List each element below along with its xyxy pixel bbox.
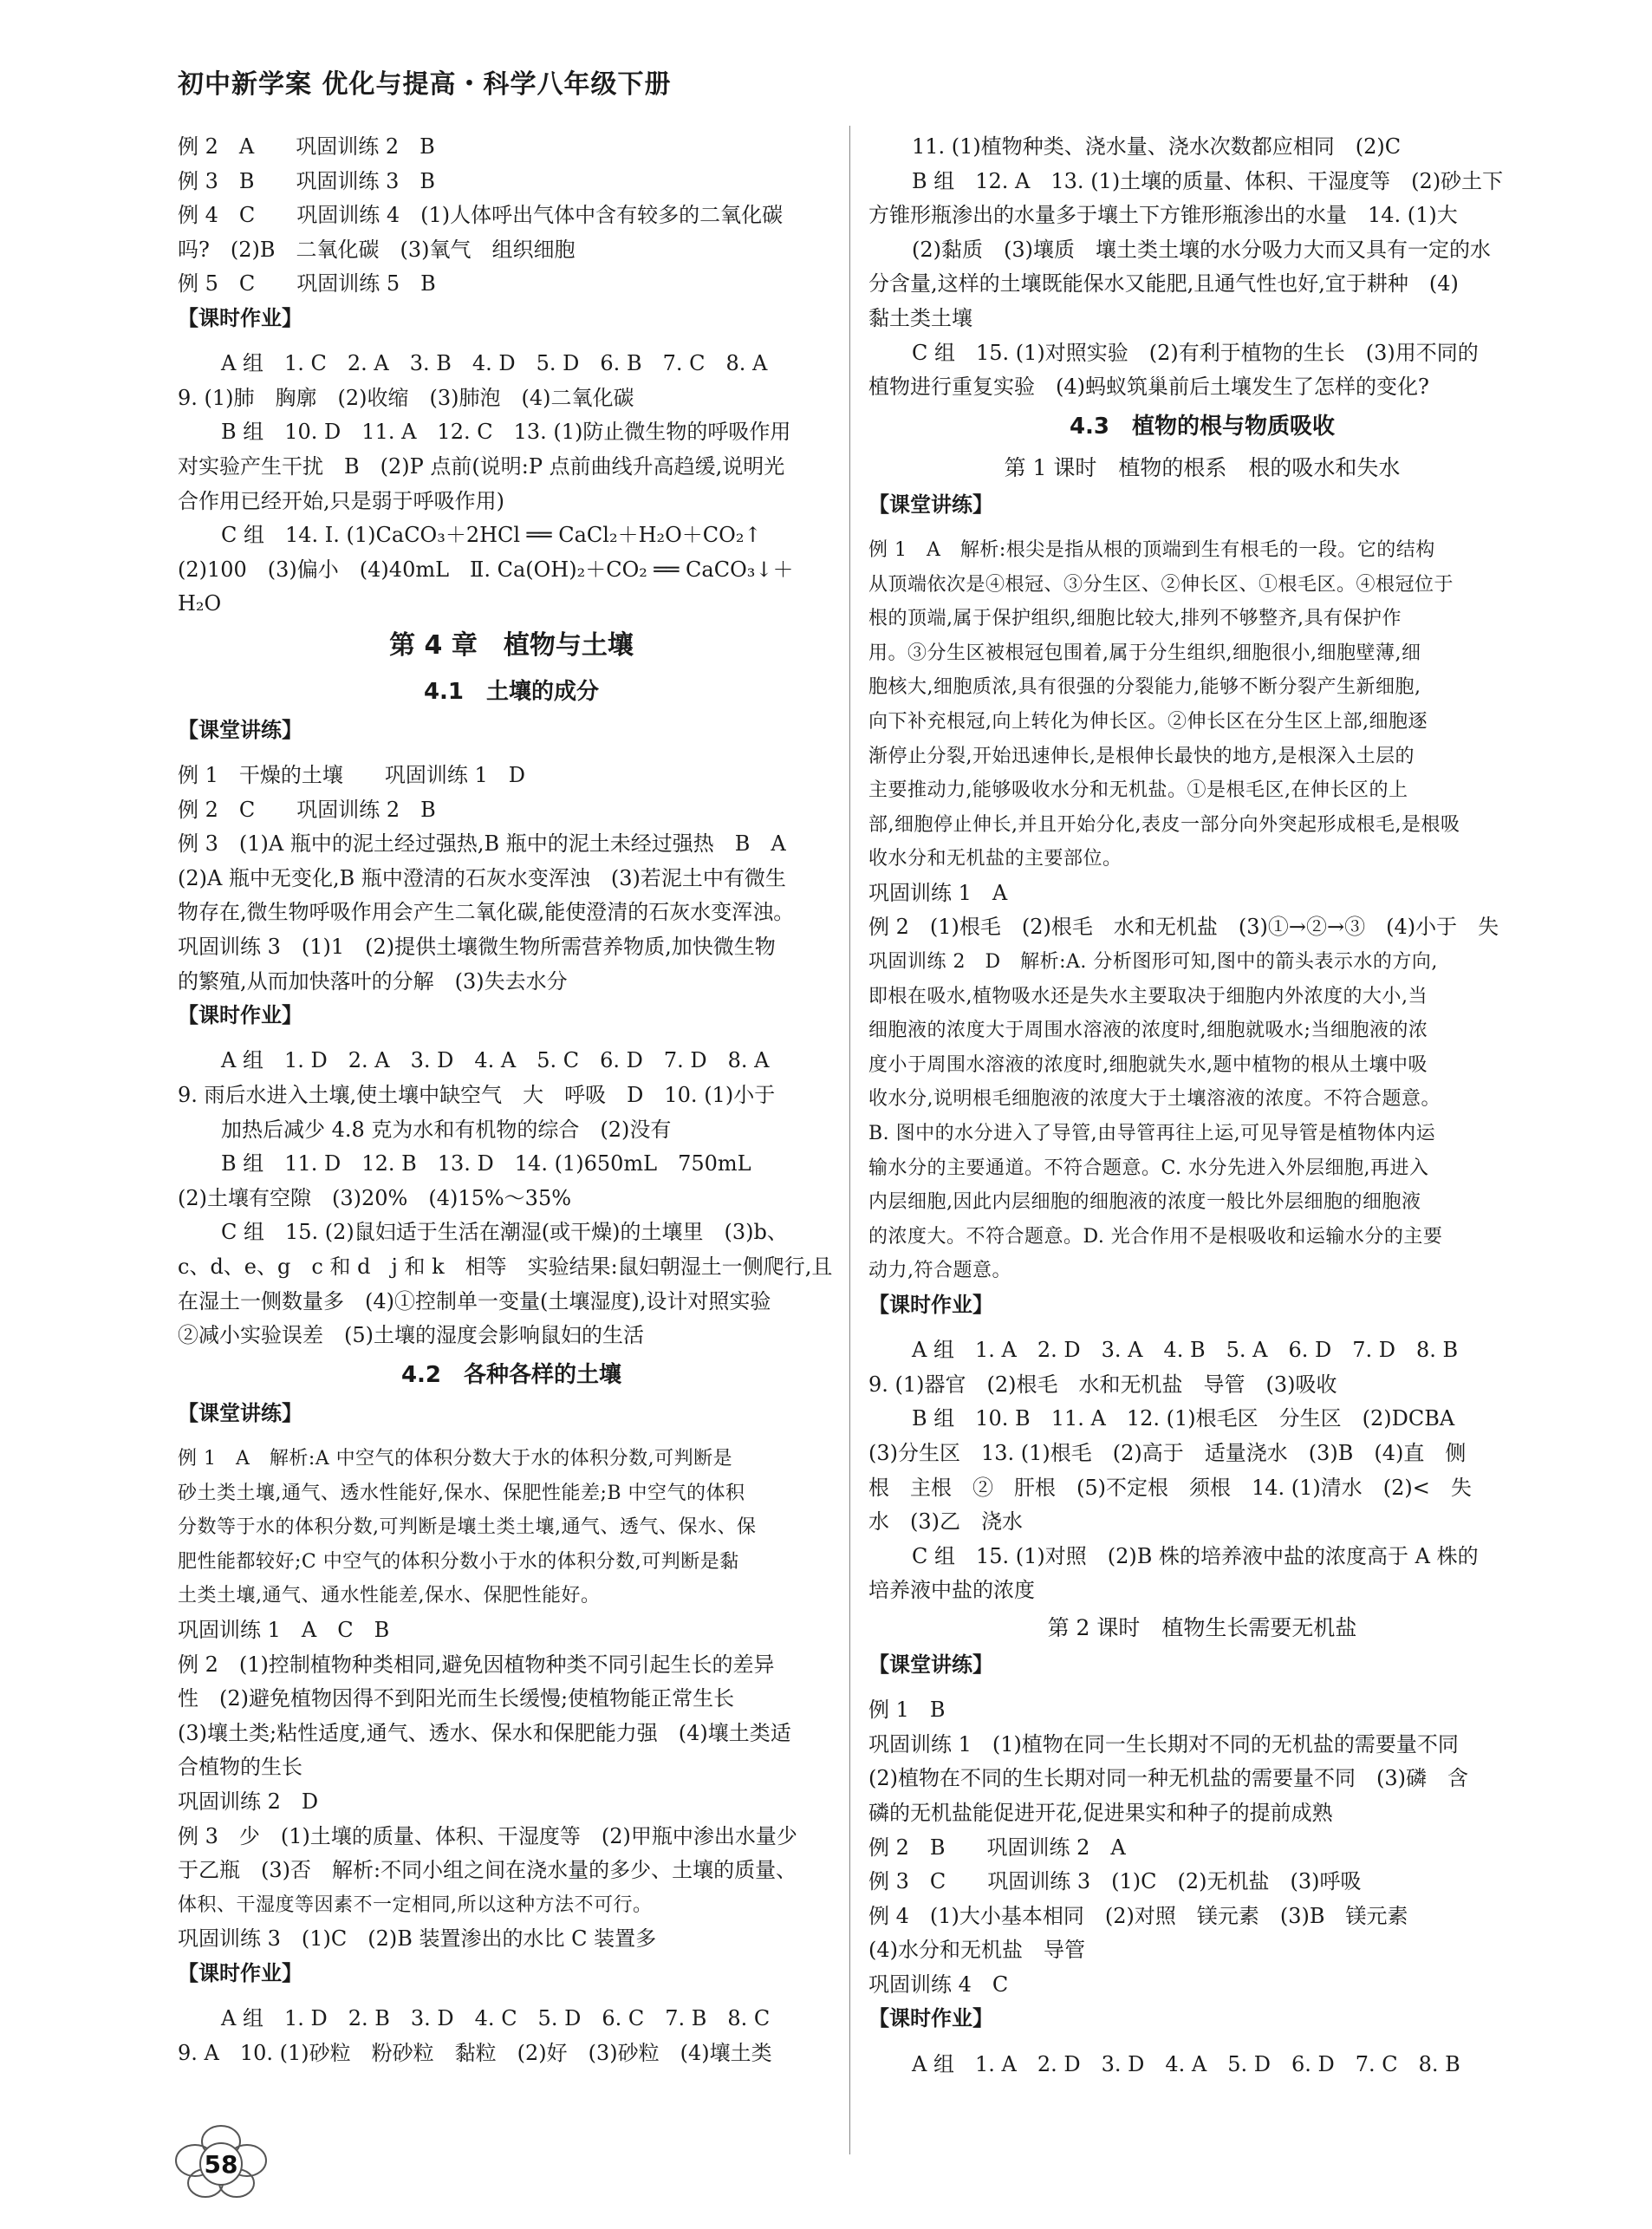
right-text-line: 部,细胞停止伸长,并且开始分化,表皮一部分向外突起形成根毛,是根吸 <box>868 813 1460 836</box>
right-text-line: 向下补充根冠,向上转化为伸长区。②伸长区在分生区上部,细胞逐 <box>868 710 1428 733</box>
left-text-line: H₂O <box>178 591 222 616</box>
right-text-line: 【课堂讲练】 <box>868 1652 993 1677</box>
right-text-line: 第 2 课时 植物生长需要无机盐 <box>1047 1614 1357 1640</box>
left-text-line: 例 2 C 巩固训练 2 B <box>178 797 436 822</box>
left-text-line: 例 3 B 巩固训练 3 B <box>178 168 436 193</box>
left-text-line: 4.2 各种各样的土壤 <box>400 1361 622 1388</box>
left-text-line: 的繁殖,从而加快落叶的分解 (3)失去水分 <box>178 968 568 994</box>
left-text-line: A 组 1. C 2. A 3. B 4. D 5. D 6. B 7. C 8. A <box>221 351 768 376</box>
left-text-line: 【课堂讲练】 <box>178 1400 302 1425</box>
left-text-line: B 组 10. D 11. A 12. C 13. (1)防止微生物的呼吸作用 <box>221 420 791 445</box>
right-text-line: 巩固训练 1 (1)植物在同一生长期对不同的无机盐的需要量不同 <box>868 1731 1459 1756</box>
right-text-line: 渐停止分裂,开始迅速伸长,是根伸长最快的地方,是根深入土层的 <box>868 745 1415 767</box>
right-text-line: 例 1 B <box>868 1698 946 1723</box>
page-number-flower-badge <box>169 2115 273 2202</box>
left-text-line: 例 3 少 (1)土壤的质量、体积、干湿度等 (2)甲瓶中渗出水量少 <box>178 1823 797 1848</box>
left-text-line: B 组 11. D 12. B 13. D 14. (1)650mL 750mL <box>221 1151 751 1176</box>
left-text-line: C 组 14. Ⅰ. (1)CaCO₃＋2HCl ══ CaCl₂＋H₂O＋CO₂↑ <box>221 523 762 548</box>
left-text-line: 第 4 章 植物与土壤 <box>389 629 634 661</box>
right-text-line: C 组 15. (1)对照实验 (2)有利于植物的生长 (3)用不同的 <box>912 340 1479 365</box>
right-text-line: 培养液中盐的浓度 <box>868 1578 1035 1603</box>
right-text-line: (2)植物在不同的生长期对同一种无机盐的需要量不同 (3)磷 含 <box>868 1766 1468 1791</box>
left-text-line: 于乙瓶 (3)否 解析:不同小组之间在浇水量的多少、土壤的质量、 <box>178 1858 797 1883</box>
right-text-line: A 组 1. A 2. D 3. A 4. B 5. A 6. D 7. D 8. B <box>912 1338 1459 1363</box>
right-text-line: 例 2 (1)根毛 (2)根毛 水和无机盐 (3)①→②→③ (4)小于 失 <box>868 915 1499 940</box>
left-text-line: 【课堂讲练】 <box>178 717 302 742</box>
right-text-line: 输水分的主要通道。不符合题意。C. 水分先进入外层细胞,再进入 <box>868 1157 1429 1179</box>
left-text-line: 吗? (2)B 二氧化碳 (3)氧气 组织细胞 <box>178 237 576 262</box>
right-text-line: 9. (1)器官 (2)根毛 水和无机盐 导管 (3)吸收 <box>868 1372 1337 1397</box>
left-text-line: 例 1 干燥的土壤 巩固训练 1 D <box>178 763 526 788</box>
page-number: 58 <box>204 2150 238 2179</box>
right-text-line: 分含量,这样的土壤既能保水又能肥,且通气性也好,宜于耕种 (4) <box>868 271 1459 297</box>
right-text-line: A 组 1. A 2. D 3. D 4. A 5. D 6. D 7. C 8. B <box>912 2051 1460 2076</box>
right-text-line: 11. (1)植物种类、浇水量、浇水次数都应相同 (2)C <box>912 134 1402 159</box>
right-text-line: B. 图中的水分进入了导管,由导管再往上运,可见导管是植物体内运 <box>868 1123 1436 1145</box>
left-text-line: c、d、e、g c 和 d j 和 k 相等 实验结果:鼠妇朝湿土一侧爬行,且 <box>178 1255 833 1279</box>
left-text-line: 性 (2)避免植物因得不到阳光而生长缓慢;使植物能正常生长 <box>178 1686 735 1711</box>
left-text-line: 巩固训练 3 (1)C (2)B 装置渗出的水比 C 装置多 <box>178 1926 657 1952</box>
column-divider <box>849 126 850 2154</box>
right-text-line: 植物进行重复实验 (4)蚂蚁筑巢前后土壤发生了怎样的变化? <box>868 375 1429 400</box>
left-text-line: A 组 1. D 2. A 3. D 4. A 5. C 6. D 7. D 8. A <box>221 1048 770 1073</box>
left-text-line: (2)A 瓶中无变化,B 瓶中澄清的石灰水变浑浊 (3)若泥土中有微生 <box>178 865 786 890</box>
left-text-line: 巩固训练 3 (1)1 (2)提供土壤微生物所需营养物质,加快微生物 <box>178 935 776 960</box>
right-text-line: 黏土类土壤 <box>868 305 972 330</box>
right-text-line: 【课时作业】 <box>868 1293 993 1317</box>
right-text-line: 收水分和无机盐的主要部位。 <box>868 848 1122 870</box>
left-text-line: ②减小实验误差 (5)土壤的湿度会影响鼠妇的生活 <box>178 1323 644 1348</box>
left-text-line: 例 3 (1)A 瓶中的泥土经过强热,B 瓶中的泥土未经过强热 B A <box>178 831 786 857</box>
right-text-line: (2)黏质 (3)壤质 壤土类土壤的水分吸力大而又具有一定的水 <box>912 237 1491 262</box>
right-text-line: 细胞液的浓度大于周围水溶液的浓度时,细胞就吸水;当细胞液的浓 <box>868 1020 1428 1042</box>
right-text-line: B 组 10. B 11. A 12. (1)根毛区 分生区 (2)DCBA <box>912 1406 1455 1431</box>
left-text-line: 例 2 (1)控制植物种类相同,避免因植物种类不同引起生长的差异 <box>178 1652 775 1677</box>
left-text-line: 砂土类土壤,通气、透水性能好,保水、保肥性能差;B 中空气的体积 <box>178 1482 745 1504</box>
right-text-line: 根的顶端,属于保护组织,细胞比较大,排列不够整齐,具有保护作 <box>868 608 1402 630</box>
right-text-line: B 组 12. A 13. (1)土壤的质量、体积、干湿度等 (2)砂土下 <box>912 168 1504 193</box>
left-text-line: 在湿土一侧数量多 (4)①控制单一变量(土壤湿度),设计对照实验 <box>178 1288 771 1313</box>
left-text-line: 【课时作业】 <box>178 1960 302 1985</box>
left-text-line: 例 1 A 解析:A 中空气的体积分数大于水的体积分数,可判断是 <box>178 1447 733 1470</box>
right-text-line: 4.3 植物的根与物质吸收 <box>1069 413 1336 440</box>
left-text-line: A 组 1. D 2. B 3. D 4. C 5. D 6. C 7. B 8. C <box>221 2006 771 2031</box>
right-text-line: 动力,符合题意。 <box>868 1260 1011 1282</box>
right-text-line: 度小于周围水溶液的浓度时,细胞就失水,题中植物的根从土壤中吸 <box>868 1053 1428 1076</box>
right-text-line: 例 2 B 巩固训练 2 A <box>868 1835 1126 1860</box>
right-text-line: 水 (3)乙 浇水 <box>868 1509 1023 1535</box>
right-text-line: 巩固训练 2 D 解析:A. 分析图形可知,图中的箭头表示水的方向, <box>868 951 1438 974</box>
left-text-line: 例 2 A 巩固训练 2 B <box>178 134 435 159</box>
left-text-line: C 组 15. (2)鼠妇适于生活在潮湿(或干燥)的土壤里 (3)b、 <box>221 1220 788 1245</box>
right-text-line: 收水分,说明根毛细胞液的浓度大于土壤溶液的浓度。不符合题意。 <box>868 1088 1441 1111</box>
right-text-line: 胞核大,细胞质浓,具有很强的分裂能力,能够不断分裂产生新细胞, <box>868 676 1421 699</box>
right-text-line: 内层细胞,因此内层细胞的细胞液的浓度一般比外层细胞的细胞液 <box>868 1191 1421 1214</box>
left-text-line: 9. (1)肺 胸廓 (2)收缩 (3)肺泡 (4)二氧化碳 <box>178 385 634 410</box>
left-text-line: 9. 雨后水进入土壤,使土壤中缺空气 大 呼吸 D 10. (1)小于 <box>178 1083 776 1108</box>
right-text-line: 根 主根 ② 肝根 (5)不定根 须根 14. (1)清水 (2)< 失 <box>868 1475 1472 1500</box>
right-column <box>868 130 1536 2082</box>
left-text-line: 物存在,微生物呼吸作用会产生二氧化碳,能使澄清的石灰水变浑浊。 <box>178 900 795 925</box>
left-text-line: 合植物的生长 <box>178 1755 302 1780</box>
right-text-line: 【课时作业】 <box>868 2006 993 2031</box>
right-text-line: 【课堂讲练】 <box>868 492 993 517</box>
left-text-line: 9. A 10. (1)砂粒 粉砂粒 黏粒 (2)好 (3)砂粒 (4)壤土类 <box>178 2040 772 2065</box>
left-text-line: 合作用已经开始,只是弱于呼吸作用) <box>178 488 504 513</box>
right-text-line: 主要推动力,能够吸收水分和无机盐。①是根毛区,在伸长区的上 <box>868 779 1408 802</box>
right-text-line: 例 4 (1)大小基本相同 (2)对照 镁元素 (3)B 镁元素 <box>868 1903 1408 1928</box>
right-text-line: 第 1 课时 植物的根系 根的吸水和失水 <box>1004 454 1401 480</box>
left-text-line: 分数等于水的体积分数,可判断是壤土类土壤,通气、透气、保水、保 <box>178 1516 757 1539</box>
right-text-line: 巩固训练 4 C <box>868 1972 1009 1997</box>
left-text-line: 对实验产生干扰 B (2)P 点前(说明:P 点前曲线升高趋缓,说明光 <box>178 453 785 479</box>
left-text-line: (2)土壤有空隙 (3)20% (4)15%～35% <box>178 1185 572 1210</box>
left-text-line: 肥性能都较好;C 中空气的体积分数小于水的体积分数,可判断是黏 <box>178 1550 739 1573</box>
left-text-line: 例 5 C 巩固训练 5 B <box>178 271 436 297</box>
left-text-line: 加热后减少 4.8 克为水和有机物的综合 (2)没有 <box>221 1117 672 1142</box>
right-text-line: 巩固训练 1 A <box>868 880 1008 905</box>
page-header-title: 初中新学案 优化与提高・科学八年级下册 <box>178 69 672 100</box>
right-text-line: C 组 15. (1)对照 (2)B 株的培养液中盐的浓度高于 A 株的 <box>912 1543 1479 1568</box>
left-text-line: (3)壤土类;粘性适度,通气、透水、保水和保肥能力强 (4)壤土类适 <box>178 1720 791 1745</box>
right-text-line: 例 3 C 巩固训练 3 (1)C (2)无机盐 (3)呼吸 <box>868 1869 1362 1894</box>
right-text-line: (4)水分和无机盐 导管 <box>868 1938 1085 1963</box>
left-text-line: 土类土壤,通气、通水性能差,保水、保肥性能好。 <box>178 1585 601 1607</box>
right-text-line: 即根在吸水,植物吸水还是失水主要取决于细胞内外浓度的大小,当 <box>868 985 1428 1007</box>
right-text-line: 方锥形瓶渗出的水量多于壤土下方锥形瓶渗出的水量 14. (1)大 <box>868 203 1458 228</box>
left-text-line: 4.1 土壤的成分 <box>423 678 600 705</box>
right-text-line: 磷的无机盐能促进开花,促进果实和种子的提前成熟 <box>868 1800 1333 1825</box>
left-text-line: 【课时作业】 <box>178 1003 302 1028</box>
right-text-line: (3)分生区 13. (1)根毛 (2)高于 适量浇水 (3)B (4)直 侧 <box>868 1440 1467 1465</box>
right-text-line: 从顶端依次是④根冠、③分生区、②伸长区、①根毛区。④根冠位于 <box>868 573 1454 596</box>
right-text-line: 的浓度大。不符合题意。D. 光合作用不是根吸收和运输水分的主要 <box>868 1225 1443 1248</box>
left-text-line: 例 4 C 巩固训练 4 (1)人体呼出气体中含有较多的二氧化碳 <box>178 203 784 228</box>
left-text-line: 【课时作业】 <box>178 305 302 330</box>
left-text-line: 巩固训练 1 A C B <box>178 1617 390 1642</box>
left-column <box>178 130 845 2070</box>
right-text-line: 例 1 A 解析:根尖是指从根的顶端到生有根毛的一段。它的结构 <box>868 538 1435 561</box>
left-text-line: 体积、干湿度等因素不一定相同,所以这种方法不可行。 <box>178 1893 653 1916</box>
left-text-line: 巩固训练 2 D <box>178 1789 319 1814</box>
right-text-line: 用。③分生区被根冠包围着,属于分生组织,细胞很小,细胞壁薄,细 <box>868 642 1421 664</box>
left-text-line: (2)100 (3)偏小 (4)40mL Ⅱ. Ca(OH)₂＋CO₂ ══ CaCO₃↓＋ <box>178 557 794 582</box>
